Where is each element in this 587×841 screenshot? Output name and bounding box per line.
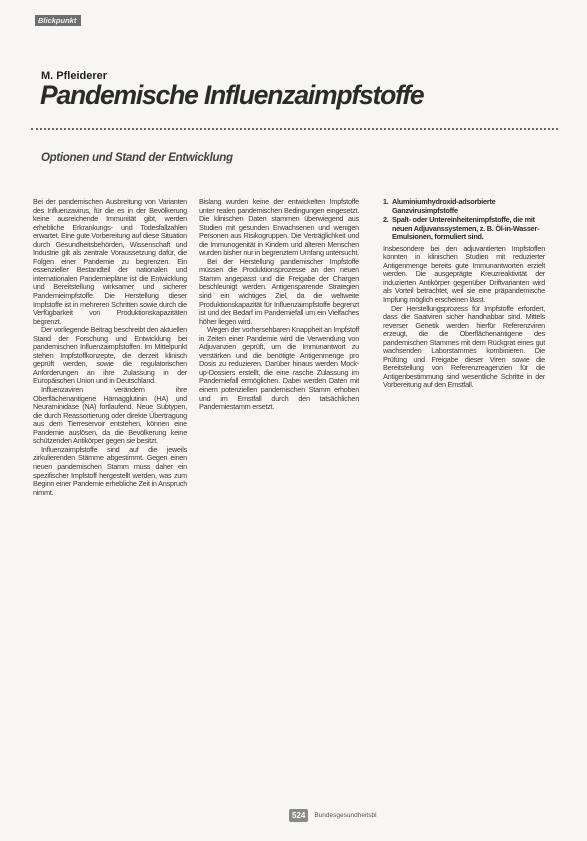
paragraph: Bei der Herstellung pandemischer Impfstoffe müssen die Produktionsprozesse an den neuen Stamm angepasst und die Freigabe der Chargen beschleunigt werden. Antigensparende Strategien sind ein wichtiges Ziel, da die weltweite Produktionskapazität für Influenzaimpfstoffe begrenzt ist und der Bedarf im Pandemiefall um ein Vielfaches höher liegen wird. <box>199 256 359 326</box>
paragraph: Insbesondere bei den adjuvantierten Impfstoffen konnten in klinischen Studien mit reduzierter Antigenmenge bereits gute Immunantworten erzielt werden. Die ausgeprägte Kreuzreaktivität der induzierten Antikörper gegenüber Driftvarianten wird als Vorteil betrachtet, weil sie eine präpandemische Impfung möglich erscheinen lässt. <box>383 243 545 305</box>
page-number: 524 <box>289 809 308 822</box>
numbered-list <box>383 198 545 242</box>
paragraph: Influenzaviren verändern ihre Oberflächenantigene Hämagglutinin (HA) und Neuraminidase (NA) fortlaufend. Neue Subtypen, die durch Reassortierung oder direkte Übertragung aus dem Tierreservoir entstehen, können eine Pandemie auslösen, da die Bevölkerung keine schützenden Antikörper gegen sie besitzt. <box>33 385 187 446</box>
paragraph: Der Herstellungsprozess für Impfstoffe erfordert, dass die Saatviren sicher handhabbar sind. Mittels reverser Genetik werden hierfür Referenzviren erzeugt, die die Oberflächenantigene des pandemischen Stammes mit dem Rückgrat eines gut wachsenden Laborstammes kombinieren. Die Prüfung und Freigabe dieser Viren sowie die Bereitstellung von Referenzreagenzien für die Antigenbestimmung sind wesentliche Schritte in der Vorbereitung auf den Ernstfall. <box>383 303 545 390</box>
body-column-1 <box>33 198 187 497</box>
journal-reference: Bundesgesundheitsbl <box>314 812 377 819</box>
paragraph: Influenzaimpfstoffe sind auf die jeweils zirkulierenden Stämme abgestimmt. Gegen einen neuen pandemischen Stamm muss daher ein spezifischer Impfstoff hergestellt werden, was zum Beginn einer Pandemie erhebliche Zeit in Anspruch nimmt. <box>33 444 187 497</box>
list-number: 2. <box>383 215 389 225</box>
body-column-3 <box>383 198 545 390</box>
list-text: Aluminiumhydroxid-adsorbierte Ganzvirusimpfstoffe <box>392 197 496 215</box>
list-item <box>383 198 545 215</box>
paragraph: Bislang wurden keine der entwickelten Impfstoffe unter realen pandemischen Bedingungen eingesetzt. Die klinischen Daten stammen überwiegend aus Studien mit gesunden Erwachsenen und wenigen Personen aus Risikogruppen. Die Verträglichkeit und die Immunogenität in Kindern und älteren Menschen wurden bisher nur in begrenztem Umfang untersucht. <box>199 197 359 258</box>
paragraph: Wegen der vorhersehbaren Knappheit an Impfstoff in Zeiten einer Pandemie wird die Verwendung von Adjuvanzien geprüft, um die Immunantwort zu verstärken und die benötigte Antigenmenge pro Dosis zu reduzieren. Darüber hinaus werden Mock-up-Dossiers erstellt, die eine rasche Zulassung im Pandemiefall ermöglichen. Dabei werden Daten mit einem potenziellen pandemischen Stamm erhoben und im Ernstfall durch den tatsächlichen Pandemiestamm ersetzt. <box>199 325 359 412</box>
paragraph: Der vorliegende Beitrag beschreibt den aktuellen Stand der Forschung und Entwicklung bei pandemischen Influenzaimpfstoffen. Im Mittelpunkt stehen Impfstoffkonzepte, die derzeit klinisch geprüft werden, sowie die regulatorischen Anforderungen an ihre Zulassung in der Europäischen Union und in Deutschland. <box>33 325 187 386</box>
list-number: 1. <box>383 197 389 206</box>
page-footer <box>289 809 377 822</box>
article-title: Pandemische Influenzaimpfstoffe <box>40 80 424 110</box>
list-text: Spalt- oder Untereinheitenimpfstoffe, die mit neuen Adjuvanssystemen, z. B. Öl-in-Wasser-Emulsionen, formuliert sind. <box>392 215 540 242</box>
author: M. Pfleiderer <box>41 70 108 82</box>
body-column-2 <box>199 198 359 412</box>
title-divider <box>31 128 558 130</box>
section-tag: Blickpunkt <box>35 15 81 26</box>
list-item <box>383 216 545 242</box>
paragraph: Bei der pandemischen Ausbreitung von Varianten des Influenzavirus, für die es in der Bevölkerung keine ausreichende Immunität gibt, werden erhebliche Erkrankungs- und Todesfallzahlen erwartet. Eine gute Vorbereitung auf diese Situation durch Gesundheitsbehörden, Wissenschaft und Industrie gilt als zentrale Voraussetzung dafür, die Folgen einer Pandemie zu begrenzen. Ein essenzieller Bestandteil der nationalen und internationalen Pandemiepläne ist die Entwicklung und Bereitstellung wirksamer und sicherer Pandemieimpfstoffe. Die Herstellung dieser Impfstoffe ist in mehreren Schritten sowie durch die Verfügbarkeit von Produktionskapazitäten begrenzt. <box>33 197 187 326</box>
article-subtitle: Optionen und Stand der Entwicklung <box>41 152 233 164</box>
